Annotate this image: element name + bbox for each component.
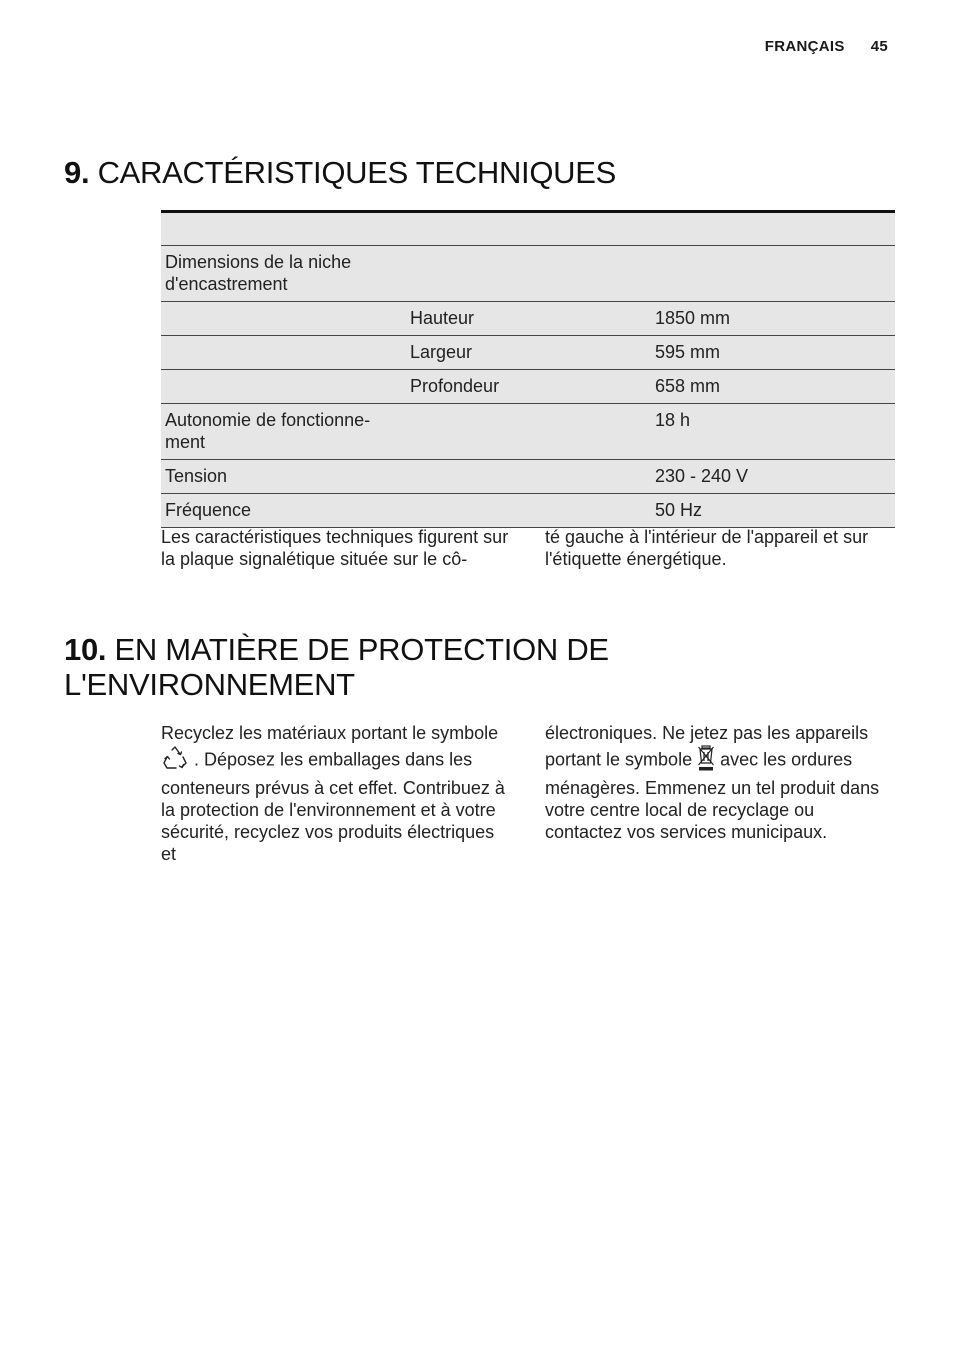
table-row (161, 404, 895, 460)
table-row (161, 370, 895, 404)
env-right-part1: électroniques. Ne jetez pas les appareils portant le symbole (545, 723, 869, 770)
env-right (545, 722, 895, 865)
niche-label: Dimensions de la niche d'encastrement (161, 246, 406, 302)
height-label: Hauteur (406, 302, 651, 336)
voltage-value: 230 - 240 V (651, 460, 895, 494)
environment-text (161, 722, 895, 865)
crossed-bin-icon (697, 744, 715, 777)
technical-note (161, 526, 895, 570)
recycle-icon (161, 744, 189, 777)
section-10-heading (64, 632, 664, 702)
height-value: 1850 mm (651, 302, 895, 336)
note-left: Les caractéristiques techniques figurent sur la plaque signalétique située sur le cô- (161, 527, 509, 569)
width-value: 595 mm (651, 336, 895, 370)
table-row (161, 302, 895, 336)
frequency-label: Fréquence (161, 494, 406, 528)
table-row (161, 336, 895, 370)
section-9-heading (64, 155, 616, 190)
depth-value: 658 mm (651, 370, 895, 404)
table-row (161, 460, 895, 494)
voltage-label: Tension (161, 460, 406, 494)
depth-label: Profondeur (406, 370, 651, 404)
page-header (765, 38, 888, 55)
section-10-number: 10. (64, 632, 107, 667)
autonomy-label: Autonomie de fonctionne-ment (161, 404, 406, 460)
page-number: 45 (870, 38, 888, 55)
table-row (161, 494, 895, 528)
language-label: FRANÇAIS (764, 38, 845, 55)
table-row (161, 246, 895, 302)
table-header-row (161, 212, 895, 246)
width-label: Largeur (406, 336, 651, 370)
section-9-title: CARACTÉRISTIQUES TECHNIQUES (97, 155, 616, 190)
autonomy-value: 18 h (651, 404, 895, 460)
env-left-part1: Recyclez les matériaux portant le symbole (161, 723, 499, 743)
env-right-part2: avec les ordures ménagères. Emmenez un tel produit dans votre centre local de recyclage ou contactez vos services municipaux. (545, 749, 880, 842)
section-10-title: EN MATIÈRE DE PROTECTION DE L'ENVIRONNEMENT (64, 632, 609, 702)
section-9-number: 9. (64, 155, 90, 190)
env-left-part2: . Déposez les emballages dans les conteneurs prévus à cet effet. Contribuez à la protection de l'environnement et à votre sécurité, recyclez vos produits électriques et (161, 749, 505, 864)
frequency-value: 50 Hz (651, 494, 895, 528)
specs-table (161, 210, 895, 528)
env-left (161, 722, 511, 865)
note-right: té gauche à l'intérieur de l'appareil et sur l'étiquette énergétique. (545, 527, 869, 569)
